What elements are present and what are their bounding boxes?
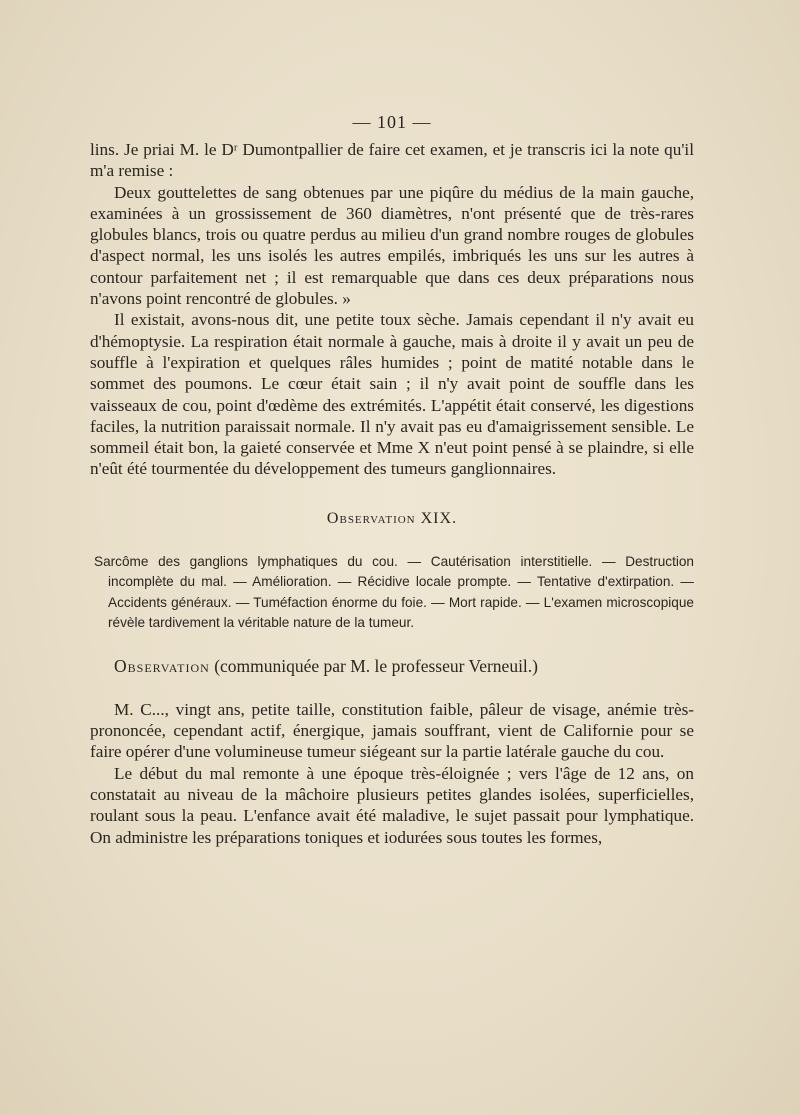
paragraph: lins. Je priai M. le Dʳ Dumontpallier de faire cet examen, et je transcris ici la note qu'il m'a remise : (90, 140, 694, 181)
paragraph: Deux gouttelettes de sang obtenues par une piqûre du médius de la main gauche, examinées à un grossissement de 360 diamètres, n'ont présenté que de très-rares globules blancs, trois ou quatre perdus au milieu d'un grand nombre rouges de globules d'aspect normal, les uns isolés les autres empilés, imbriqués les uns sur les autres à contour parfaitement net ; il est remarquable que dans ces deux préparations nous n'avons point rencontré de globules. » (90, 182, 694, 309)
paragraph: Il existait, avons-nous dit, une petite toux sèche. Jamais cependant il n'y avait eu d'hémoptysie. La respiration était normale à gauche, mais à droite il y avait un peu de souffle à l'expiration et quelques râles humides ; point de matité notable dans le sommet des poumons. Le cœur était sain ; il n'y avait point de souffle dans les vaisseaux de cou, point d'œdème des extrémités. L'appétit était conservé, les digestions faciles, la nutrition paraissait normale. Il n'y avait pas eu d'amaigrissement sensible. Le sommeil était bon, la gaieté conservée et Mme X n'eut point pensé à se plaindre, si elle n'eût été tourmentée du développement des tumeurs ganglionnaires. (90, 310, 694, 479)
observation-title: Observation XIX. (326, 509, 458, 527)
page-number: — 101 — (352, 112, 432, 132)
paragraph: M. C..., vingt ans, petite taille, constitution faible, pâleur de visage, anémie très-prononcée, cependant actif, énergique, jamais souffrant, vient de Californie pour se faire opérer d'une volumineuse tumeur siégeant sur la partie latérale gauche du cou. (90, 699, 694, 762)
observation-summary: Sarcôme des ganglions lymphatiques du cou. — Cautérisation interstitielle. — Destruction incomplète du mal. — Amélioration. — Récidive locale prompte. — Tentative d'extirpation. — Accidents généraux. — Tuméfaction énorme du foie. — Mort rapide. — L'examen microscopique révèle tardivement la véritable nature de la tumeur. (94, 553, 694, 631)
paragraph: Le début du mal remonte à une époque très-éloignée ; vers l'âge de 12 ans, on constatait au niveau de la mâchoire plusieurs petites glandes isolées, superficielles, roulant sous la peau. L'enfance avait été maladive, le sujet passait pour lymphatique. On administre les préparations toniques et iodurées sous toutes les formes, (90, 763, 694, 847)
communicated-label: Observation (114, 655, 210, 676)
communicated-text: (communiquée par M. le professeur Verneuil.) (214, 655, 538, 676)
page-content (90, 112, 694, 848)
communicated-line (114, 656, 694, 677)
